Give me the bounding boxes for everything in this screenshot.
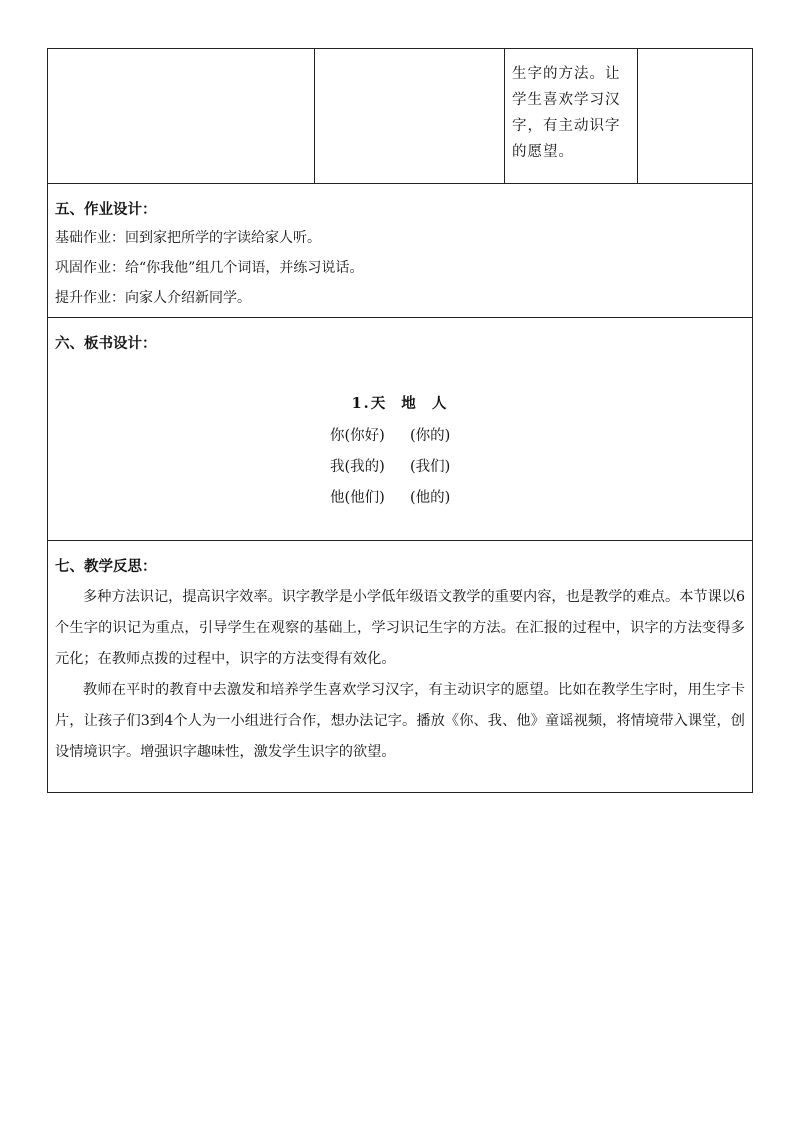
cell-line: 学生喜欢学习汉 <box>512 92 621 108</box>
top-row <box>47 48 753 183</box>
homework-item-basic: 基础作业：回到家把所学的字读给家人听。 <box>55 230 321 246</box>
board-title: 六、板书设计： <box>55 335 157 352</box>
column-divider <box>314 48 315 183</box>
cell-line: 字，有主动识字 <box>512 118 621 134</box>
row-divider <box>47 317 753 318</box>
homework-section <box>55 197 745 313</box>
board-word-right: (我们) <box>410 459 451 475</box>
reflection-section <box>55 554 745 768</box>
board-word-left: 你(你好) <box>330 428 385 444</box>
reflection-title: 七、教学反思： <box>55 558 157 575</box>
homework-item-consolidate: 巩固作业：给“你我他”组几个词语，并练习说话。 <box>55 260 364 276</box>
board-content <box>0 393 800 514</box>
row-divider <box>47 540 753 541</box>
board-row <box>0 421 800 452</box>
cell-line: 的愿望。 <box>512 144 574 160</box>
board-word-left: 他(他们) <box>330 490 385 506</box>
board-word-right: (他的) <box>410 490 451 506</box>
board-section <box>55 331 745 357</box>
board-word-left: 我(我的) <box>330 459 385 475</box>
board-row <box>0 483 800 514</box>
board-word-right: (你的) <box>410 428 451 444</box>
column-divider <box>504 48 505 183</box>
reflection-paragraph: 教师在平时的教育中去激发和培养学生喜欢学习汉字，有主动识字的愿望。比如在教学生字时，用生字卡片，让孩子们3到4个人为一小组进行合作，想办法记字。播放《你、我、他》童谣视频，将情境带入课堂，创设情境识字。增强识字趣味性，激发学生识字的欲望。 <box>55 682 745 760</box>
homework-item-extend: 提升作业：向家人介绍新同学。 <box>55 290 251 306</box>
cell-method-text <box>512 61 640 165</box>
board-heading: 1.天 地 人 <box>351 395 449 412</box>
board-row <box>0 452 800 483</box>
reflection-paragraph: 多种方法识记，提高识字效率。识字教学是小学低年级语文教学的重要内容，也是教学的难点。本节课以6个生字的识记为重点，引导学生在观察的基础上，学习识记生字的方法。在汇报的过程中，识字的方法变得多元化；在教师点拨的过程中，识字的方法变得有效化。 <box>55 589 745 667</box>
row-divider <box>47 183 753 184</box>
homework-title: 五、作业设计： <box>55 201 157 218</box>
cell-line: 生字的方法。让 <box>512 66 621 82</box>
